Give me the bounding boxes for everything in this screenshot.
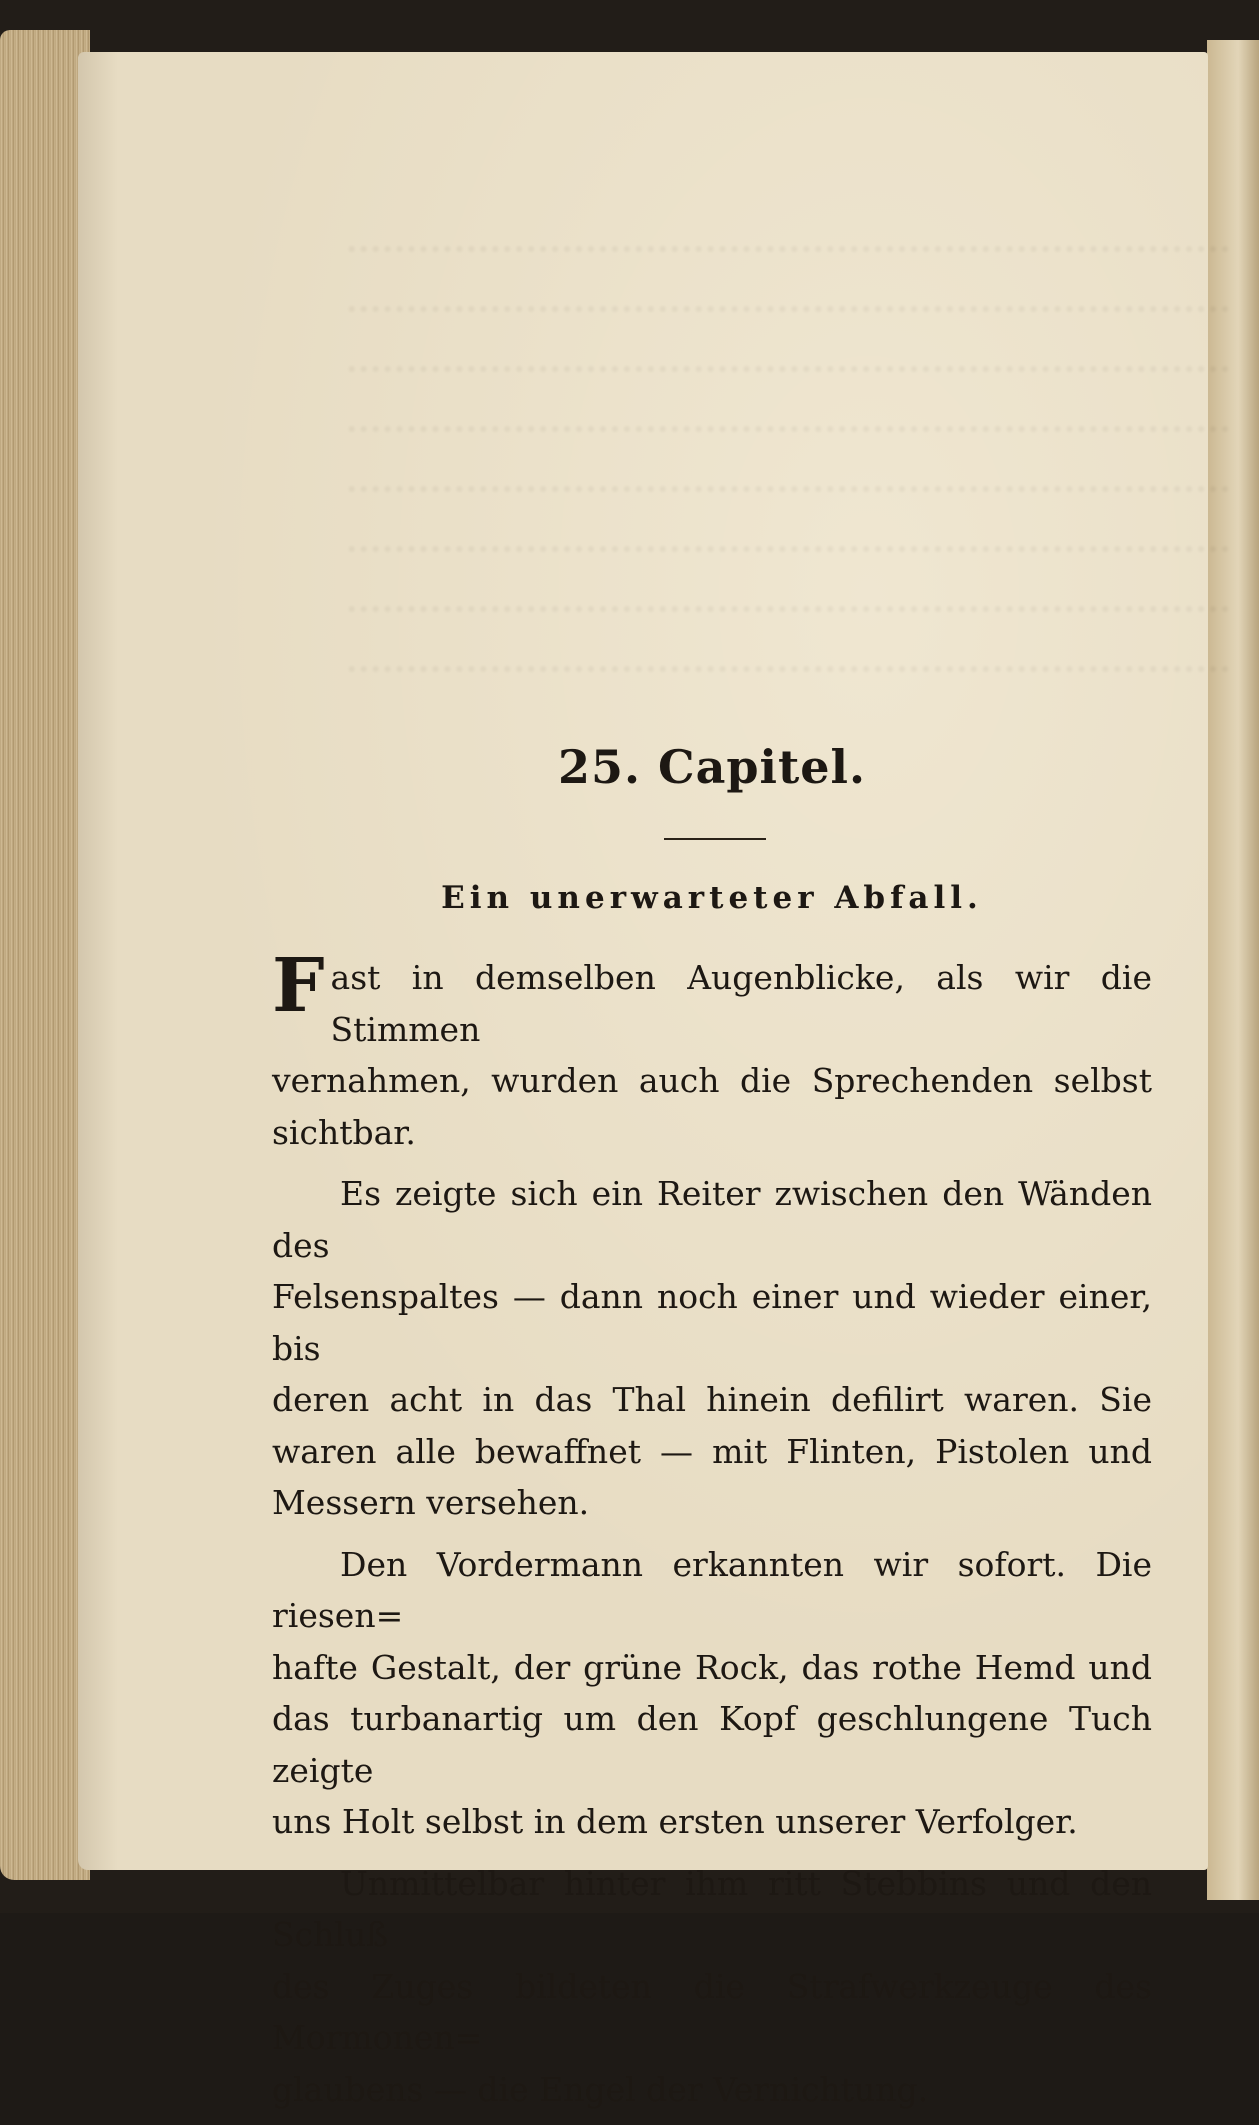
text-line: hafte Gestalt, der grüne Rock, das rothe Hemd und	[272, 1647, 1152, 1687]
reverse-side-bleed-through	[348, 192, 1228, 712]
title-divider-rule	[664, 838, 766, 840]
chapter-body	[272, 943, 1152, 2125]
text-line: Den Vordermann erkannten wir sofort. Die riesen=	[272, 1544, 1152, 1635]
text-line: waren alle bewaffnet — mit Flinten, Pistolen und	[272, 1431, 1152, 1471]
text-line: Es zeigte sich ein Reiter zwischen den Wänden des	[272, 1174, 1152, 1265]
text-line: das turbanartig um den Kopf geschlungene Tuch zeigte	[272, 1699, 1152, 1790]
paragraph-4	[272, 1858, 1152, 2116]
chapter-title: 25. Capitel.	[557, 740, 867, 794]
text-line: uns Holt selbst in dem ersten unserer Verfolger.	[272, 1802, 1078, 1841]
text-line: ast in demselben Augenblicke, als wir die Stimmen	[330, 958, 1152, 1049]
text-line: deren acht in das Thal hinein defilirt waren. Sie	[272, 1380, 1152, 1419]
text-line: vernahmen, wurden auch die Sprechenden selbst sichtbar.	[272, 1061, 1152, 1152]
text-line: Unmittelbar hinter ihm ritt Stebbins und den Schluß	[272, 1863, 1152, 1954]
page-block-edges	[0, 30, 90, 1880]
text-line: des Zuges bildeten die Strafwerkzeuge des Mormonen=	[272, 1966, 1152, 2057]
paragraph-3	[272, 1539, 1152, 1848]
paragraph-1	[272, 943, 1152, 1158]
drop-cap-initial: F	[272, 943, 325, 1029]
text-line: Felsenspaltes — dann noch einer und wieder einer, bis	[272, 1277, 1152, 1368]
text-line: glaubens — die Engel der Vernichtung.	[272, 2069, 929, 2109]
text-line: Messern versehen.	[272, 1483, 590, 1522]
paragraph-2	[272, 1168, 1152, 1529]
chapter-subtitle: Ein unerwarteter Abfall.	[441, 880, 983, 916]
